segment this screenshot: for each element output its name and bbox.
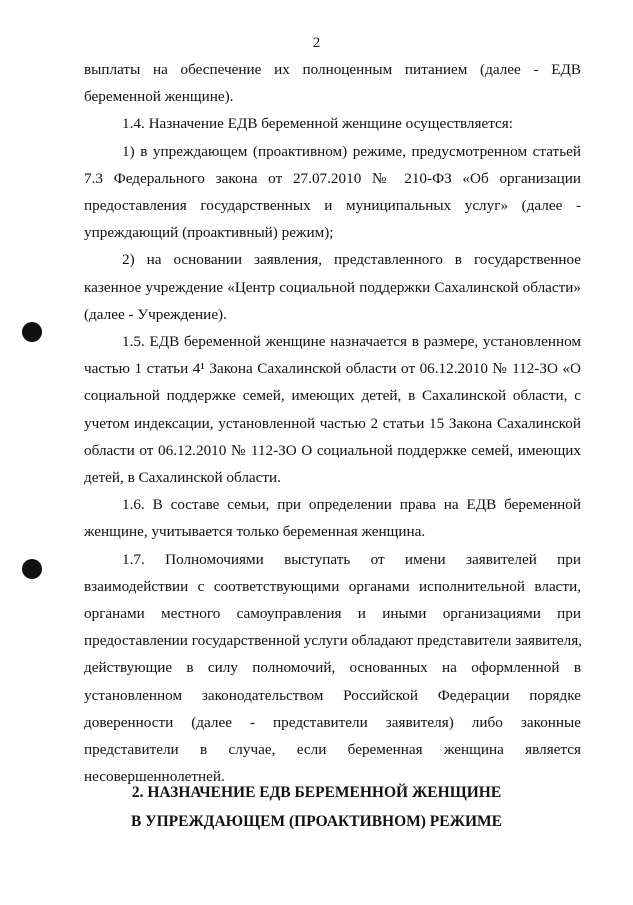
text-line: несовершеннолетней. <box>84 768 225 786</box>
text-line: органами местного самоуправления и иными организациями при <box>84 605 581 623</box>
section-heading-line-1: 2. НАЗНАЧЕНИЕ ЕДВ БЕРЕМЕННОЙ ЖЕНЩИНЕ <box>131 784 502 801</box>
text-line: установленном законодательством Российской Федерации порядке <box>84 686 581 704</box>
text-line: детей, в Сахалинской области. <box>84 469 281 487</box>
text-line: частью 1 статьи 4¹ Закона Сахалинской области от 06.12.2010 № 112-ЗО «О <box>84 360 581 378</box>
text-line: казенное учреждение «Центр социальной поддержки Сахалинской области» <box>84 278 581 296</box>
body-text <box>84 56 581 790</box>
text-line: (далее - Учреждение). <box>84 305 227 323</box>
text-line: области от 06.12.2010 № 112-ЗО О социальной поддержке семей, имеющих <box>84 441 581 459</box>
text-line: предоставления государственных и муниципальных услуг» (далее - <box>84 197 581 215</box>
text-line: доверенности (далее - представители заявителя) либо законные <box>84 713 581 731</box>
text-line: 2) на основании заявления, представленного в государственное <box>122 251 581 269</box>
text-line: представители в случае, если беременная женщина является <box>84 741 581 759</box>
text-line: 1.6. В составе семьи, при определении права на ЕДВ беременной <box>122 496 581 514</box>
text-line: действующие в силу полномочий, основанных на оформленной в <box>84 659 581 677</box>
page-number: 2 <box>312 35 321 51</box>
binder-hole-bottom <box>22 559 42 579</box>
text-line: взаимодействии с соответствующими органами исполнительной власти, <box>84 577 581 595</box>
text-line: упреждающий (проактивный) режим); <box>84 224 334 242</box>
text-line: 7.3 Федерального закона от 27.07.2010 № 210-ФЗ «Об организации <box>84 169 581 187</box>
text-line: 1.5. ЕДВ беременной женщине назначается в размере, установленном <box>122 333 581 351</box>
section-heading-line-2: В УПРЕЖДАЮЩЕМ (ПРОАКТИВНОМ) РЕЖИМЕ <box>131 813 502 830</box>
text-line: учетом индексации, установленной частью 2 статьи 15 Закона Сахалинской <box>84 414 581 432</box>
text-line: социальной поддержке семей, имеющих детей, в Сахалинской области, с <box>84 387 581 405</box>
text-line: 1) в упреждающем (проактивном) режиме, предусмотренном статьей <box>122 142 581 160</box>
text-line: женщине, учитывается только беременная женщина. <box>84 523 426 541</box>
text-line: беременной женщине). <box>84 88 234 106</box>
text-line: предоставлении государственной услуги обладают представители заявителя, <box>84 632 582 650</box>
text-line: 1.4. Назначение ЕДВ беременной женщине осуществляется: <box>122 115 514 133</box>
binder-hole-top <box>22 322 42 342</box>
text-line: 1.7. Полномочиями выступать от имени заявителей при <box>122 550 581 568</box>
text-line: выплаты на обеспечение их полноценным питанием (далее - ЕДВ <box>84 61 581 78</box>
